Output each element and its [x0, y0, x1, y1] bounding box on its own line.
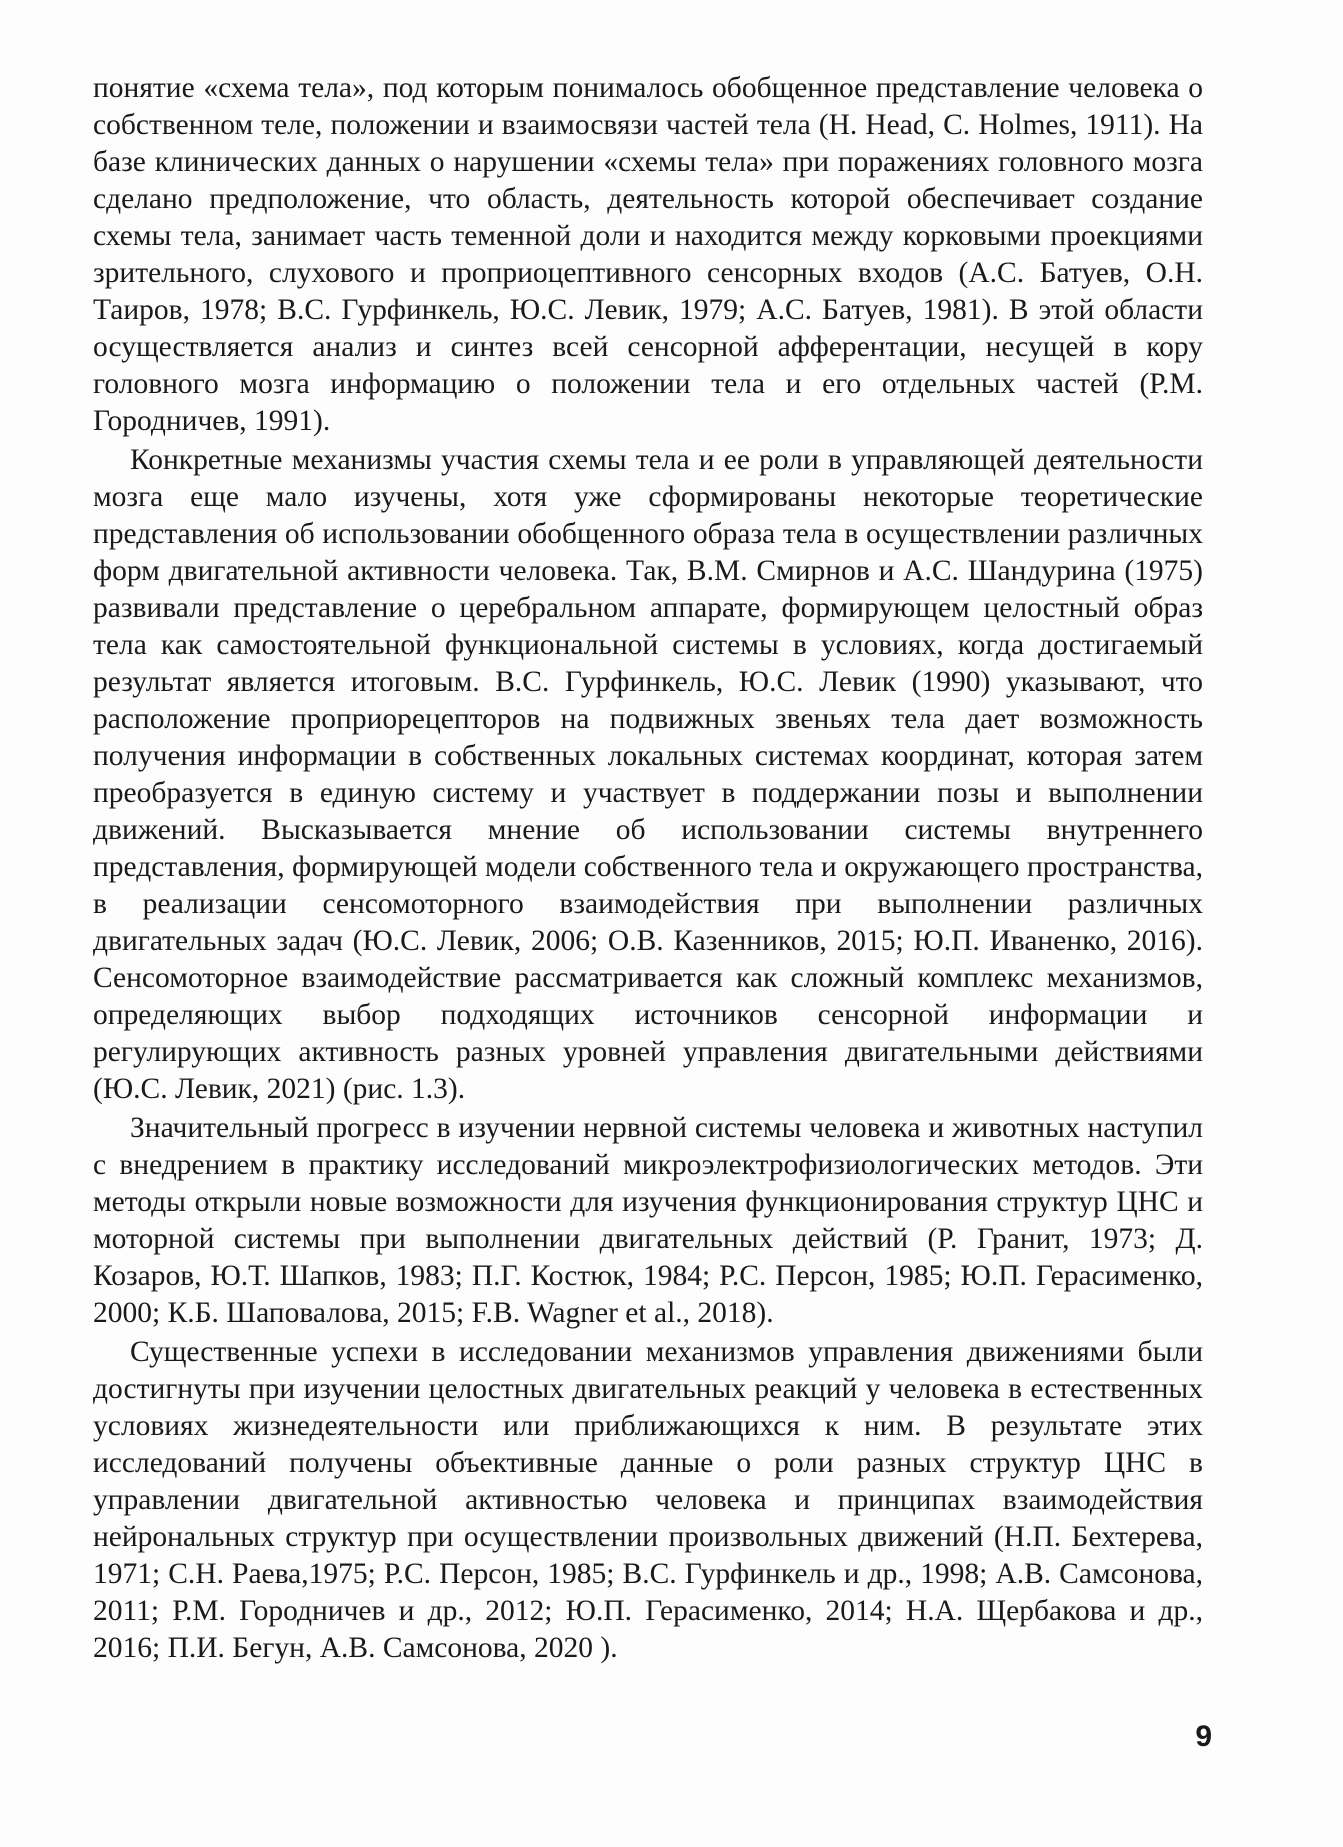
paragraph-3: Значительный прогресс в изучении нервной системы человека и животных наступил с внедрением в практику исследований микроэлектрофизиологических методов. Эти методы открыли новые возможности для изучения функционирования структур ЦНС и моторной системы при выполнении двигательных действий (Р. Гранит, 1973; Д. Козаров, Ю.Т. Шапков, 1983; П.Г. Костюк, 1984; Р.С. Персон, 1985; Ю.П. Герасименко, 2000; К.Б. Шаповалова, 2015; F.B. Wagner et al., 2018). — [93, 1112, 1203, 1329]
paragraph-1: понятие «схема тела», под которым понималось обобщенное представление человека о собственном теле, положении и взаимосвязи частей тела (H. Head, C. Holmes, 1911). На базе клинических данных о нарушении «схемы тела» при поражениях головного мозга сделано предположение, что область, деятельность которой обеспечивает создание схемы тела, занимает часть теменной доли и находится между корковыми проекциями зрительного, слухового и проприоцептивного сенсорных входов (А.С. Батуев, О.Н. Таиров, 1978; В.С. Гурфинкель, Ю.С. Левик, 1979; А.С. Батуев, 1981). В этой области осуществляется анализ и синтез всей сенсорной афферентации, несущей в кору головного мозга информацию о положении тела и его отдельных частей (Р.М. Городничев, 1991). — [93, 72, 1203, 437]
page-number: 9 — [1195, 1720, 1212, 1753]
paragraph-2: Конкретные механизмы участия схемы тела и ее роли в управляющей деятельности мозга еще мало изучены, хотя уже сформированы некоторые теоретические представления об использовании обобщенного образа тела в осуществлении различных форм двигательной активности человека. Так, В.М. Смирнов и А.С. Шандурина (1975) развивали представление о церебральном аппарате, формирующем целостный образ тела как самостоятельной функциональной системы в условиях, когда достигаемый результат является итоговым. В.С. Гурфинкель, Ю.С. Левик (1990) указывают, что расположение проприорецепторов на подвижных звеньях тела дает возможность получения информации в собственных локальных системах координат, которая затем преобразуется в единую систему и участвует в поддержании позы и выполнении движений. Высказывается мнение об использовании системы внутреннего представления, формирующей модели собственного тела и окружающего пространства, в реализации сенсомоторного взаимодействия при выполнении различных двигательных задач (Ю.С. Левик, 2006; О.В. Казенников, 2015; Ю.П. Иваненко, 2016). Сенсомоторное взаимодействие рассматривается как сложный комплекс механизмов, определяющих выбор подходящих источников сенсорной информации и регулирующих активность разных уровней управления двигательными действиями (Ю.С. Левик, 2021) (рис. 1.3). — [93, 444, 1203, 1105]
body-text — [93, 70, 1203, 1669]
paragraph-4: Существенные успехи в исследовании механизмов управления движениями были достигнуты при изучении целостных двигательных реакций у человека в естественных условиях жизнедеятельности или приближающихся к ним. В результате этих исследований получены объективные данные о роли разных структур ЦНС в управлении двигательной активностью человека и принципах взаимодействия нейрональных структур при осуществлении произвольных движений (Н.П. Бехтерева, 1971; С.Н. Раева,1975; Р.С. Персон, 1985; В.С. Гурфинкель и др., 1998; А.В. Самсонова, 2011; Р.М. Городничев и др., 2012; Ю.П. Герасименко, 2014; Н.А. Щербакова и др., 2016; П.И. Бегун, А.В. Самсонова, 2020 ). — [93, 1336, 1203, 1664]
